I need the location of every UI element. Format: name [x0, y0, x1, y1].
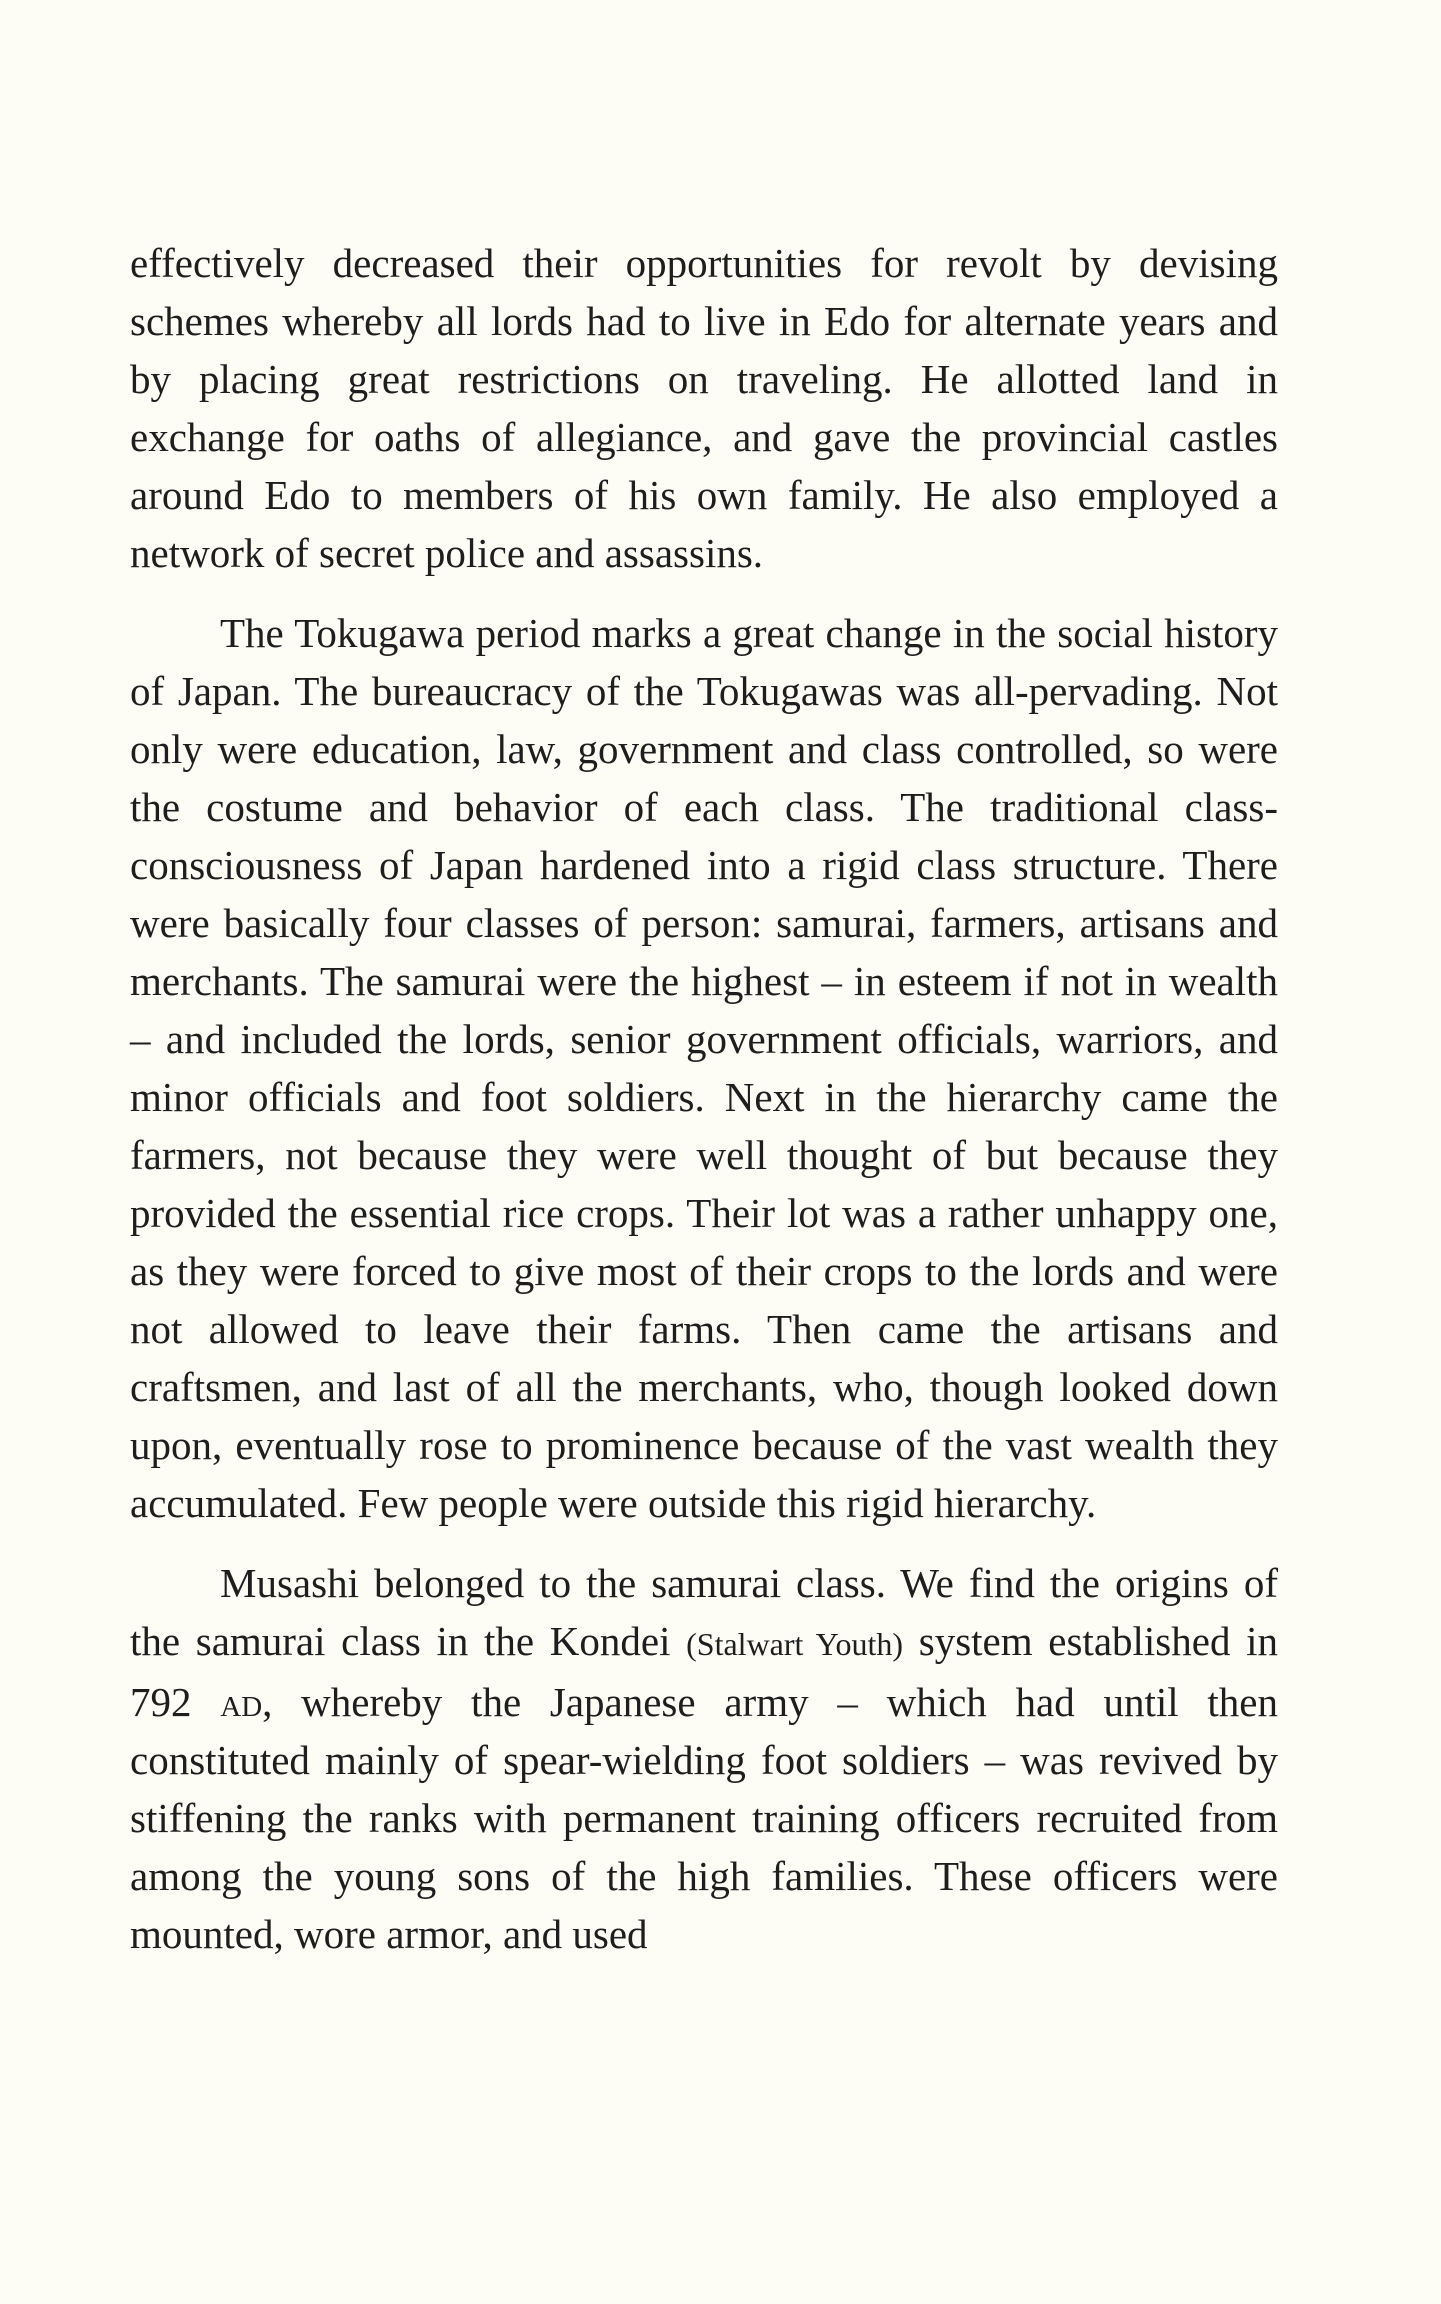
paragraph-musashi-samurai: [130, 1554, 1278, 1963]
gloss-stalwart-youth: (Stalwart Youth): [686, 1626, 904, 1662]
paragraph-text-part-1: Musashi belonged to the samurai class. We find the origins of the samurai class in the Kondei: [130, 1560, 1278, 1664]
paragraph-continuation: effectively decreased their opportunities for revolt by devising schemes whereby all lords had to live in Edo for alternate years and by placing great restrictions on traveling. He allotted land in exchange for oaths of allegiance, and gave the provincial castles around Edo to members of his own family. He also employed a network of secret police and assassins.: [130, 240, 1278, 576]
era-marker: ad: [220, 1679, 263, 1725]
paragraph-text-part-2: system established in 792: [130, 1618, 1278, 1725]
paragraph-tokugawa-period: The Tokugawa period marks a great change in the social history of Japan. The bureaucracy of the Tokugawas was all-pervading. Not only were education, law, government and class controlled, so were the costume and behavior of each class. The traditional class-consciousness of Japan hardened into a rigid class structure. There were basically four classes of person: samurai, farmers, artisans and merchants. The samurai were the highest – in esteem if not in wealth – and included the lords, senior government officials, warriors, and minor officials and foot soldiers. Next in the hierarchy came the farmers, not because they were well thought of but because they provided the essential rice crops. Their lot was a rather unhappy one, as they were forced to give most of their crops to the lords and were not allowed to leave their farms. Then came the artisans and craftsmen, and last of all the merchants, who, though looked down upon, eventually rose to prominence because of the vast wealth they accumulated. Few people were outside this rigid hierarchy.: [130, 610, 1278, 1526]
body-text: [130, 234, 1278, 1985]
paragraph-text-part-3: , whereby the Japanese army – which had until then constituted mainly of spear-wielding foot soldiers – was revived by stiffening the ranks with permanent training officers recruited from among the young sons of the high families. These officers were mounted, wore armor, and used: [130, 1679, 1278, 1957]
